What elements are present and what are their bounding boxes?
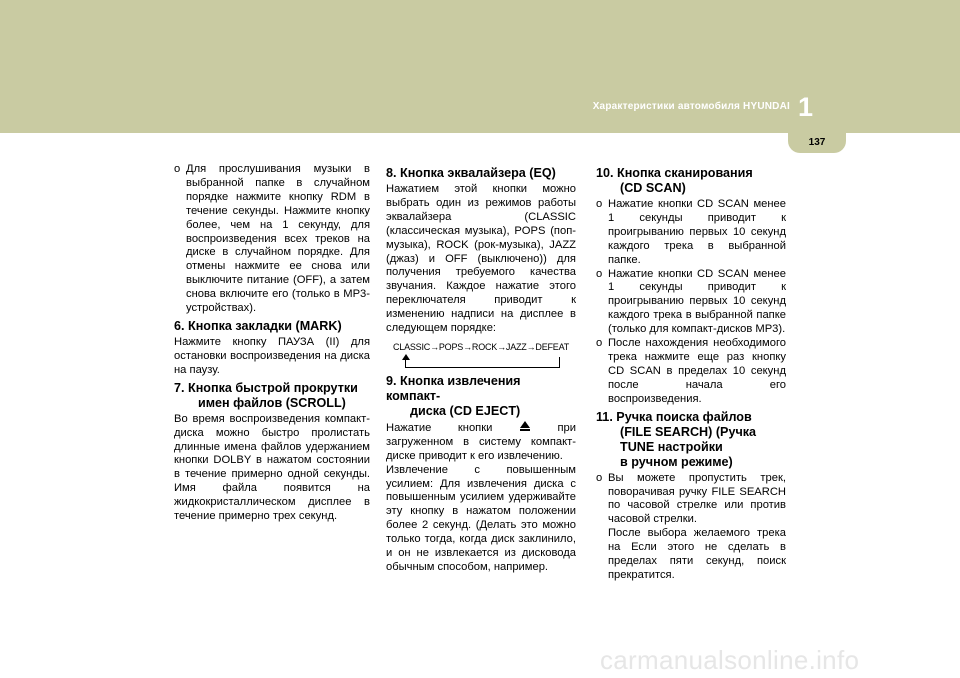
eject-text-a: Нажатие кнопки (386, 421, 493, 434)
scan-item-2 (596, 268, 786, 338)
scroll-heading-line2: имен файлов (SCROLL) (198, 395, 346, 410)
bullet-marker: o (174, 163, 181, 175)
scroll-heading (174, 381, 370, 411)
column-left (174, 163, 370, 524)
scan-item-3-text: После нахождения необходимого трека нажмите еще раз кнопку CD SCAN в пределах 10 секунд после начала его воспроизведения. (608, 337, 786, 405)
eq-heading: 8. Кнопка эквалайзера (EQ) (386, 166, 556, 180)
bullet-marker: o (596, 198, 603, 210)
search-item-2-text: После выбора желаемого трека на Если этого не сделать в пределах пяти секунд, поиск прекратится. (608, 527, 786, 581)
bullet-marker: o (596, 337, 603, 350)
scan-heading (596, 166, 786, 196)
scan-item-2-text: Нажатие кнопки CD SCAN менее 1 секунды приводит к проигрыванию первых 10 секунд каждого трека в выбранной папке (только для компакт-дисков MP3). (608, 267, 786, 336)
scroll-text: Во время воспроизведения компакт-диска можно быстро пролистать длинные имена файлов удержанием кнопки DOLBY в нажатом состоянии в течение примерно одной секунды. Имя файла появится на жидкокристаллическом дисплее в течение примерно трех секунд. (174, 412, 370, 523)
bullet-marker: o (596, 471, 603, 484)
page-number: 137 (788, 133, 846, 153)
eject-text (386, 421, 576, 464)
eject-heading-line2: диска (CD EJECT) (410, 403, 521, 418)
search-item-1-text: Вы можете пропустить трек, поворачивая ручку FILE SEARCH по часовой стрелке или против часовой стрелки. (608, 471, 786, 526)
search-heading-line3: TUNE настройки (620, 439, 723, 454)
chapter-number: 1 (798, 92, 814, 122)
eject-heading-line1: 9. Кнопка извлечения компакт- (386, 373, 521, 403)
eject-text-b: при загруженном в систему компакт-диске приводит к его извлечению. (386, 421, 577, 462)
column-right (596, 163, 786, 583)
eq-loop-arrow-icon (405, 357, 560, 368)
bullet-marker: o (596, 267, 603, 280)
scroll-heading-line1: 7. Кнопка быстрой прокрутки (174, 380, 358, 395)
column-middle (386, 163, 576, 575)
search-heading-line4: в ручном режиме) (620, 454, 733, 469)
header-band (0, 0, 960, 133)
eq-flow-diagram: CLASSIC→POPS→ROCK→JAZZ→DEFEAT (392, 341, 570, 352)
search-heading-line2: (FILE SEARCH) (Ручка (620, 424, 757, 439)
eject-icon (519, 421, 531, 432)
search-item-1 (596, 472, 786, 583)
scan-heading-line1: 10. Кнопка сканирования (596, 166, 753, 180)
eject-force-text: Извлечение с повышенным усилием: Для извлечения диска с повышенным усилием удерживайте эту кнопку в нажатом положении более 2 секунд. (Делать это можно только тогда, когда диск заклинило, и он не извлекается из дисковода обычным способом, например. (386, 463, 576, 573)
scan-item-1 (596, 198, 786, 268)
eq-text: Нажатием этой кнопки можно выбрать один из режимов работы эквалайзера (CLASSIC (классическая музыка), POPS (поп-музыка), ROCK (рок-музыка), JAZZ (джаз) и OFF (выключено)) для получения требуемого качества звучания. Каждое нажатие этого переключателя приводит к изменению надписи на дисплее в следующем порядке: (386, 183, 576, 335)
scan-item-3 (596, 337, 786, 407)
mark-text: Нажмите кнопку ПАУЗА (II) для остановки воспроизведения на диска на паузу. (174, 335, 370, 376)
search-heading (596, 410, 786, 470)
scan-item-1-text: Нажатие кнопки CD SCAN менее 1 секунды приводит к проигрыванию первых 10 секунд каждого трека в выбранной папке. (608, 198, 786, 266)
random-bullet-item (174, 163, 370, 316)
header-title: Характеристики автомобиля HYUNDAI (592, 101, 790, 112)
mark-heading: 6. Кнопка закладки (MARK) (174, 318, 342, 333)
search-heading-line1: 11. Ручка поиска файлов (596, 409, 752, 424)
scan-heading-line2: (CD SCAN) (620, 181, 686, 195)
watermark: carmanualsonline.info (600, 645, 860, 675)
eject-heading (386, 374, 576, 419)
random-text: Для прослушивания музыки в выбранной папке в случайном порядке нажмите кнопку RDM в течение секунды. Нажмите кнопку более, чем на 1 секунду, для воспроизведения всех треков на диске в случайном порядке. Для отмены нажмите ее снова или выключите питание (OFF), а затем снова включите его (только в MP3-устройствах). (186, 163, 370, 315)
